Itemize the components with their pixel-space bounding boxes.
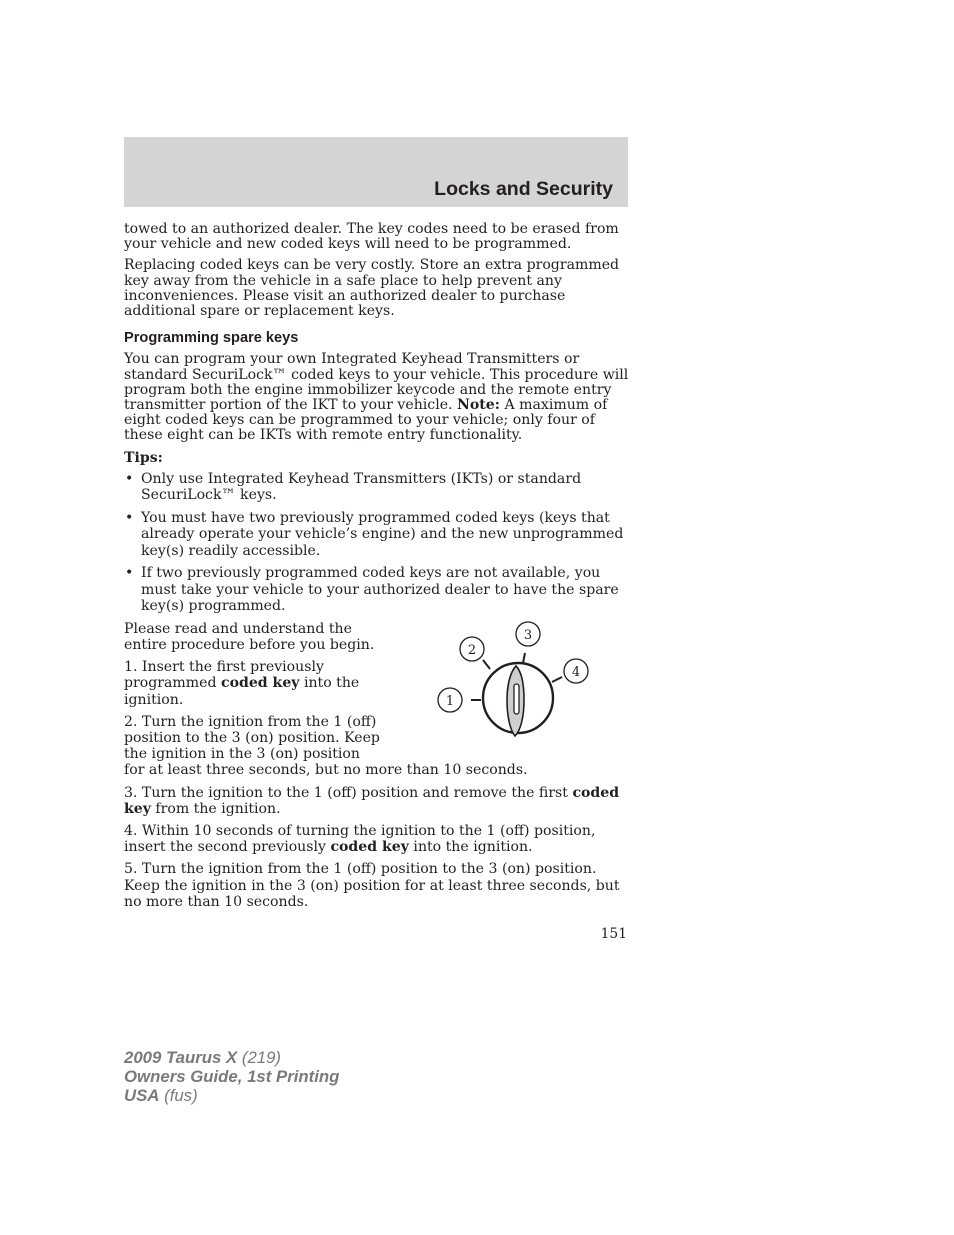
position-4-label: 4 bbox=[571, 665, 581, 680]
step-2-text-a: 2. Turn the ignition from the 1 (off) position to the 3 (on) position. Keep the ignition in the 3 (on) position bbox=[124, 713, 380, 763]
step-4-text-a: 4. Within 10 seconds of turning the ignition to the 1 (off) position, insert the second previously bbox=[124, 823, 596, 856]
step-4-text-b: into the ignition. bbox=[408, 839, 533, 856]
intro-text-b: A maximum of eight coded keys can be programmed to your vehicle; only four of these eight can be IKTs with remote entry functionality. bbox=[124, 397, 608, 444]
footer-market-code: (fus) bbox=[159, 1086, 198, 1105]
paragraph-replacing-keys: Replacing coded keys can be very costly. Store an extra programmed key away from the vehicle in a safe place to help prevent any inconveniences. Please visit an authorized dealer to purchase additional spare or replacement keys. bbox=[124, 257, 620, 320]
section-title: Locks and Security bbox=[434, 178, 613, 200]
tick-position-4 bbox=[552, 677, 562, 682]
step-3-coded-key: coded key bbox=[124, 784, 620, 817]
paragraph-intro bbox=[124, 352, 629, 443]
key-slot-groove bbox=[514, 684, 519, 714]
position-1-label: 1 bbox=[445, 694, 455, 709]
paragraph-read-first: Please read and understand the entire procedure before you begin. bbox=[124, 620, 375, 654]
footer-print-info bbox=[124, 1048, 339, 1105]
step-1-text-a: 1. Insert the first previously programmed bbox=[124, 659, 324, 692]
step-4 bbox=[124, 823, 629, 855]
tip-text: You must have two previously programmed coded keys (keys that already operate your vehicle’s engine) and the new unprogrammed key(s) readily accessible. bbox=[141, 509, 624, 559]
section-heading-programming-spare-keys: Programming spare keys bbox=[124, 330, 299, 347]
tips-list bbox=[124, 471, 629, 615]
tick-position-3 bbox=[523, 653, 525, 663]
list-item bbox=[124, 471, 629, 504]
page-body bbox=[124, 222, 629, 916]
page-number: 151 bbox=[600, 926, 627, 942]
section-header-bar bbox=[124, 137, 628, 207]
footer-line-2: Owners Guide, 1st Printing bbox=[124, 1067, 340, 1086]
tip-text: If two previously programmed coded keys are not available, you must take your vehicle to your authorized dealer to have the spare key(s) programmed. bbox=[141, 565, 619, 615]
footer-model-code: (219) bbox=[237, 1048, 282, 1067]
list-item bbox=[124, 565, 629, 615]
step-3-text-a: 3. Turn the ignition to the 1 (off) position and remove the first bbox=[124, 784, 573, 801]
paragraph-continued: towed to an authorized dealer. The key codes need to be erased from your vehicle and new coded keys will need to be programmed. bbox=[124, 221, 619, 253]
step-1-coded-key: coded key bbox=[220, 675, 300, 692]
step-1-text-b: into the ignition. bbox=[124, 675, 360, 708]
step-4-coded-key: coded key bbox=[330, 839, 409, 856]
intro-text-a: You can program your own Integrated Keyhead Transmitters or standard SecuriLock™ coded keys to your vehicle. This procedure will program both the engine immobilizer keycode and the remote entry transmitter portion of the IKT to your vehicle. bbox=[124, 351, 629, 414]
note-label: Note: bbox=[457, 397, 500, 414]
footer-market: USA bbox=[124, 1086, 160, 1105]
list-item bbox=[124, 510, 629, 560]
tips-label: Tips: bbox=[124, 449, 163, 466]
footer-line-3 bbox=[124, 1086, 339, 1105]
step-2-text-b: for at least three seconds, but no more than 10 seconds. bbox=[124, 762, 528, 779]
ignition-position-diagram bbox=[430, 618, 598, 744]
footer-line-1 bbox=[124, 1048, 339, 1067]
position-2-label: 2 bbox=[467, 643, 477, 658]
step-5: 5. Turn the ignition from the 1 (off) position to the 3 (on) position. Keep the ignition in the 3 (on) position for at least three seconds, but no more than 10 seconds. bbox=[124, 861, 620, 910]
tick-position-2 bbox=[483, 660, 490, 669]
bullet: • bbox=[125, 509, 134, 526]
tip-text: Only use Integrated Keyhead Transmitters (IKTs) or standard SecuriLock™ keys. bbox=[141, 470, 582, 504]
bullet: • bbox=[125, 470, 134, 487]
step-1 bbox=[124, 659, 384, 708]
bullet: • bbox=[125, 565, 134, 582]
position-3-label: 3 bbox=[523, 628, 533, 643]
footer-model: 2009 Taurus X bbox=[124, 1048, 238, 1067]
step-3 bbox=[124, 785, 629, 817]
step-3-text-b: from the ignition. bbox=[150, 800, 281, 817]
